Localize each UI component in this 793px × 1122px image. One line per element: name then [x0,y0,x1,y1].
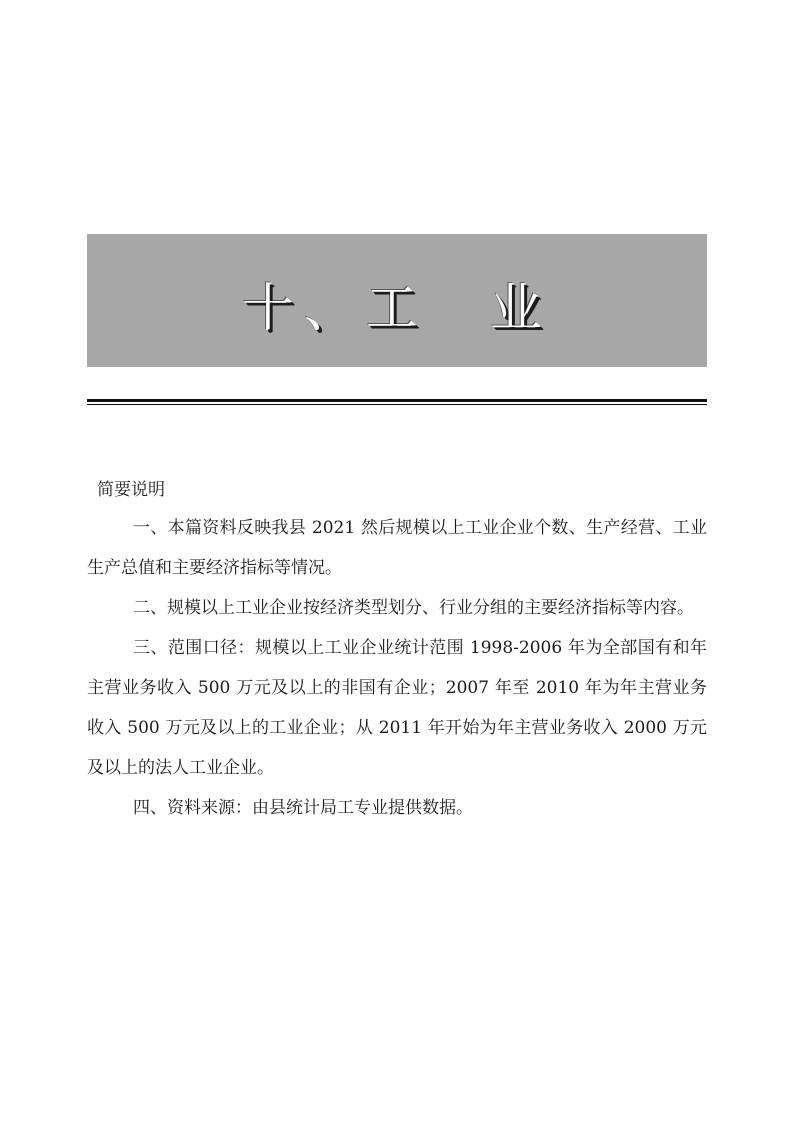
summary-section [87,472,707,828]
summary-paragraph-2: 二、规模以上工业企业按经济类型划分、行业分组的主要经济指标等内容。 [133,598,694,618]
chapter-title-banner [87,234,707,367]
title-divider-thin [87,404,707,405]
summary-paragraph-4: 四、资料来源：由县统计局工专业提供数据。 [133,798,473,818]
summary-paragraph-3: 三、范围口径：规模以上工业企业统计范围 1998-2006 年为全部国有和年主营业务收入 500 万元及以上的非国有企业；2007 年至 2010 年为年主营业务收入 500 万元及以上的工业企业；从 2011 年开始为年主营业务收入 2000 万元及以上的法人工业企业。 [87,638,707,778]
title-divider-thick [87,399,707,402]
chapter-title: 十、工 业 [241,279,552,339]
summary-paragraph-1: 一、本篇资料反映我县 2021 然后规模以上工业企业个数、生产经营、工业生产总值和主要经济指标等情况。 [87,518,707,578]
section-heading: 简要说明 [97,480,165,500]
